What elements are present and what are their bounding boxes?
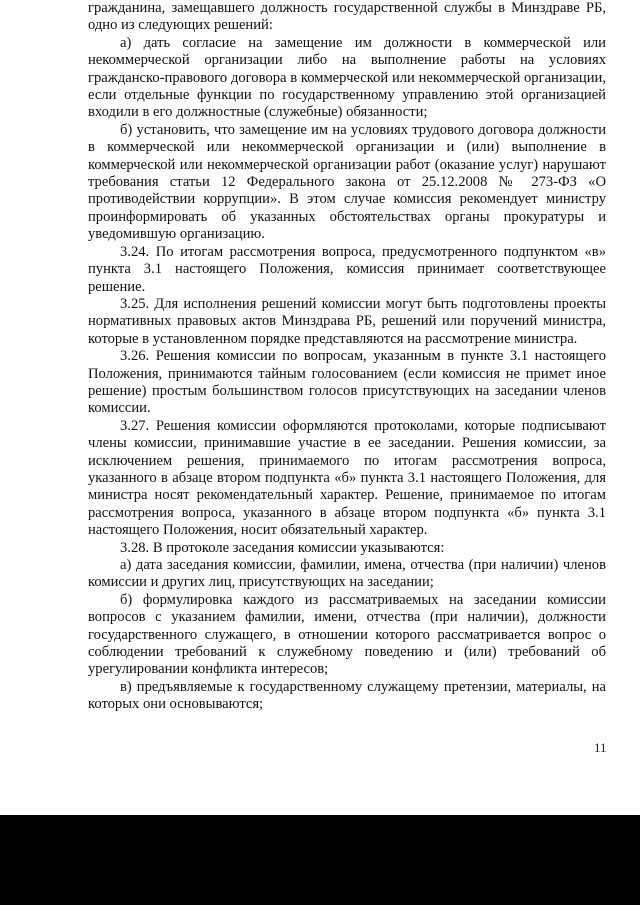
paragraph-b-violation: б) установить, что замещение им на условиях трудового договора должности в коммерческой или некоммерческой организации и (или) выполнение в коммерческой или некоммерческой организации работ (оказание услуг) нарушают требования статьи 12 Федерального закона от 25.12.2008 № 273-ФЗ «О противодействии коррупции». В этом случае комиссия рекомендует министру проинформировать об указанных обстоятельствах органы прокуратуры и уведомившую организацию. — [88, 121, 606, 243]
page-number: 11 — [594, 740, 607, 755]
paragraph-a-consent: а) дать согласие на замещение им должности в коммерческой или некоммерческой организации либо на выполнение работы на условиях гражданско-правового договора в коммерческой или некоммерческой организации, если отдельные функции по государственному управлению этой организацией входили в его должностные (служебные) обязанности; — [88, 34, 606, 121]
document-body — [88, 0, 606, 714]
paragraph-3-28-a: а) дата заседания комиссии, фамилии, имена, отчества (при наличии) членов комиссии и других лиц, присутствующих на заседании; — [88, 557, 606, 591]
paragraph-3-25: 3.25. Для исполнения решений комиссии могут быть подготовлены проекты нормативных правовых актов Минздрава РБ, решений или поручений министра, которые в установленном порядке представляются на рассмотрение министра. — [88, 295, 606, 347]
paragraph-3-28: 3.28. В протоколе заседания комиссии указываются: — [120, 539, 445, 556]
paragraph-intro: гражданина, замещавшего должность государственной службы в Минздраве РБ, одно из следующих решений: — [88, 0, 606, 34]
paragraph-3-27: 3.27. Решения комиссии оформляются протоколами, которые подписывают члены комиссии, принимавшие участие в ее заседании. Решения комиссии, за исключением решения, принимаемого по итогам рассмотрения вопроса, указанного в абзаце втором подпункта «б» пункта 3.1 настоящего Положения, для министра носят рекомендательный характер. Решение, принимаемое по итогам рассмотрения вопроса, указанного в абзаце втором подпункта «б» пункта 3.1 настоящего Положения, носит обязательный характер. — [88, 417, 606, 539]
paragraph-3-28-v: в) предъявляемые к государственному служащему претензии, материалы, на которых они основываются; — [88, 678, 606, 713]
paragraph-3-24: 3.24. По итогам рассмотрения вопроса, предусмотренного подпунктом «в» пункта 3.1 настоящего Положения, комиссия принимает соответствующее решение. — [88, 243, 606, 295]
paragraph-3-26: 3.26. Решения комиссии по вопросам, указанным в пункте 3.1 настоящего Положения, принимаются тайным голосованием (если комиссия не примет иное решение) простым большинством голосов присутствующих на заседании членов комиссии. — [88, 348, 606, 417]
scan-border — [0, 815, 640, 905]
paragraph-3-28-b: б) формулировка каждого из рассматриваемых на заседании комиссии вопросов с указанием фамилии, имени, отчества (при наличии), должности государственного служащего, в отношении которого рассматривается вопрос о соблюдении требований к служебному поведению и (или) требований об урегулировании конфликта интересов; — [88, 591, 606, 678]
